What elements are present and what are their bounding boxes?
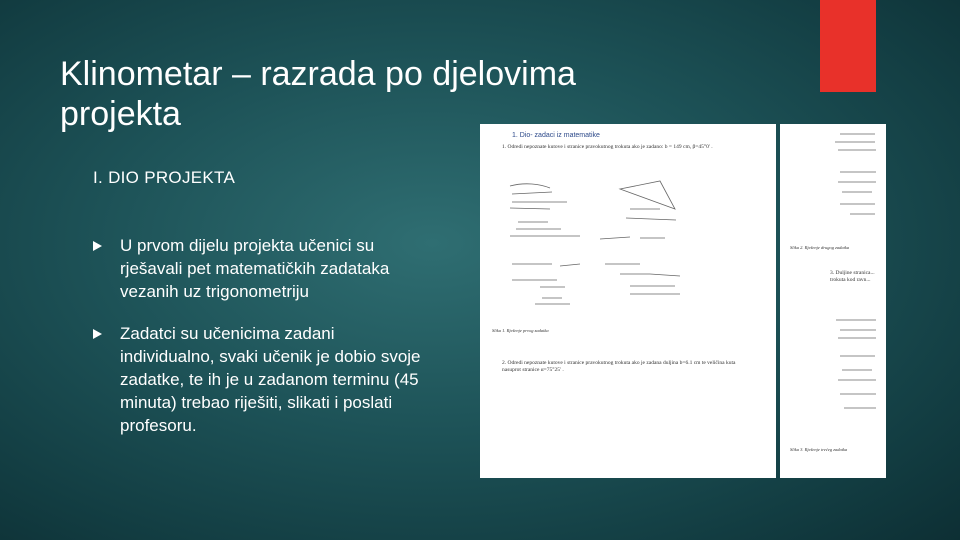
triangle-bullet-icon (93, 329, 102, 339)
worksheet-heading: 1. Dio- zadaci iz matematike (512, 132, 600, 139)
task-2-text: 2. Odredi nepoznate kutove i stranice pravokutnog trokuta ako je zadana duljina b=6.1 cm te veličina kuta nasuprot stranice α=75°25' . (502, 360, 736, 373)
caption-3: Slika 3. Rješenje trećeg zadatka (790, 447, 848, 452)
triangle-bullet-icon (93, 241, 102, 251)
task-3-text: 3. Duljine stranica... trokuta kod ravn... (830, 270, 875, 283)
bullet-text: U prvom dijelu projekta učenici su rješavali pet matematičkih zadataka vezanih uz trigonometriju (120, 236, 390, 301)
worksheet-image-main (480, 124, 776, 478)
bullet-list (93, 234, 433, 456)
worksheet-image-side (780, 124, 886, 478)
handwritten-solution-sketch-side (780, 124, 886, 478)
bullet-item (93, 234, 433, 303)
bullet-item (93, 322, 433, 437)
caption-1: Slika 1. Rješenje prvog zadatka (492, 328, 549, 333)
slide-title: Klinometar – razrada po djelovima projekta (60, 55, 576, 133)
bullet-text: Zadatci su učenicima zadani individualno, svaki učenik je dobio svoje zadatke, te ih je u zadanom terminu (45 minuta) trebao riješiti, slikati i poslati profesoru. (120, 324, 421, 435)
caption-2: Slika 2. Rješenje drugog zadatka (790, 245, 850, 250)
handwritten-solution-sketch (480, 124, 776, 478)
accent-bar (820, 0, 876, 92)
section-subtitle: I. DIO PROJEKTA (93, 168, 236, 187)
task-1-text: 1. Odredi nepoznate kutove i stranice pravokutnog trokuta ako je zadano: b = 149 cm, β=45°0' . (502, 144, 713, 150)
